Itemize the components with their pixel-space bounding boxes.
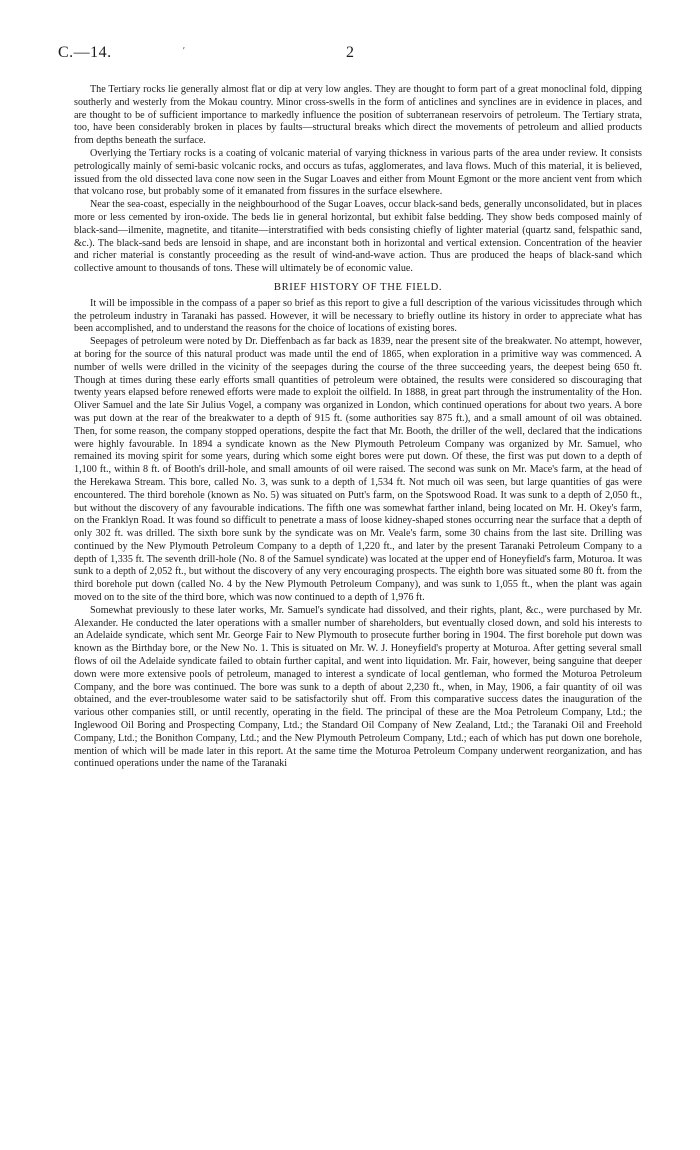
page-header bbox=[58, 44, 642, 70]
margin-tick-mark: ʼ bbox=[182, 47, 185, 57]
body-text bbox=[74, 84, 642, 771]
paragraph-tertiary-rocks: The Tertiary rocks lie generally almost flat or dip at very low angles. They are thought to form part of a great monoclinal fold, dipping southerly and westerly from the Mokau country. Minor cross-swells in the form of anticlines and synclines are in evidence in places, and are thought to be of sufficient importance to markedly influence the position of subterranean reservoirs of petroleum. The Tertiary strata, too, have been considerably broken in places by faults—structural breaks which direct the movements of petroleum and allied products from depths beneath the surface. bbox=[74, 84, 642, 147]
paragraph-later-works: Somewhat previously to these later works, Mr. Samuel's syndicate had dissolved, and their rights, plant, &c., were purchased by Mr. Alexander. He conducted the later operations with a smaller number of shareholders, but eventually closed down, and sold his interests to an Adelaide syndicate, which sent Mr. George Fair to New Plymouth to prosecute further boring in 1904. The first borehole put down was known as the Birthday bore, or the New No. 1. This is situated on Mr. W. J. Honeyfield's property at Moturoa. After getting several small flows of oil the Adelaide syndicate failed to obtain further capital, and went into liquidation. Mr. Fair, however, being sanguine that deeper down were more extensive pools of petroleum, managed to interest a syndicate of local gentleman, who formed the Moturoa Petroleum Company, and the bore was continued. The bore was sunk to a depth of about 2,230 ft., when, in May, 1906, a fair quantity of oil was obtained, and the ever-troublesome water said to be satisfactorily shut off. From this comparative success dates the inauguration of the various other companies still, or until recently, operating in the field. The principal of these are the Moa Petroleum Company, Ltd.; the Inglewood Oil Boring and Prospecting Company, Ltd.; the Standard Oil Company of New Zealand, Ltd.; the Taranaki Oil and Freehold Company, Ltd.; the Bonithon Company, Ltd.; and the New Plymouth Petroleum Company, Ltd.; each of which has put down one borehole, mention of which will be made later in this report. At the same time the Moturoa Petroleum Company underwent reorganization, and has continued operations under the name of the Taranaki bbox=[74, 604, 642, 770]
paragraph-early-seepages: Seepages of petroleum were noted by Dr. Dieffenbach as far back as 1839, near the present site of the breakwater. No attempt, however, at boring for the source of this natural product was made until the end of 1865, when exploration in a primitive way was commenced. A number of wells were drilled in the vicinity of the seepages during the course of the three succeeding years, the deepest being 650 ft. Though at times during these early efforts small quantities of petroleum were obtained, the results were considered so discouraging that twenty years elapsed before renewed efforts were made to exploit the oilfield. In 1888, in great part through the instrumentality of the Hon. Oliver Samuel and the late Sir Julius Vogel, a company was organized in London, which continued operations for about two years. A bore was put down at the rear of the breakwater to a depth of 915 ft. (some authorities say 875 ft.), and a small amount of oil was obtained. Then, for some reason, the company stopped operations, despite the fact that Mr. Booth, the driller of the well, declared that the indications were highly favourable. In 1894 a syndicate known as the New Plymouth Petroleum Company was organized by Mr. Samuel, who remained its moving spirit for some years, during which some eight bores were put down. Of these, the first was put down to a depth of 1,100 ft., within 8 ft. of Booth's drill-hole, and small amounts of oil were raised. The second was sunk on Mr. Mace's farm, at the head of the Herekawa Stream. This bore, called No. 3, was sunk to a depth of 1,534 ft. Not much oil was seen, but large quantities of gas were encountered. The third borehole (known as No. 5) was situated on Putt's farm, on the Spotswood Road. It was sunk to a depth of 2,050 ft., but without the discovery of any favourable indications. The fifth one was somewhat farther inland, being located on Mr. H. Okey's farm, on the Franklyn Road. It was found so difficult to penetrate a mass of loose kidney-shaped stones occurring near the surface that a depth of only 302 ft. was drilled. The sixth bore sunk by the syndicate was on Mr. Veale's farm, some 30 chains from the last site. Drilling was continued by the New Plymouth Petroleum Company to a depth of 1,220 ft., and later by the present Taranaki Petroleum Company to a depth of 1,335 ft. The seventh drill-hole (No. 8 of the Samuel syndicate) was located at the upper end of Honeyfield's farm, Moturoa. It was sunk to a depth of 2,052 ft., but without the discovery of any very encouraging prospects. The eighth bore was situated some 80 ft. from the third borehole put down (called No. 4 by the New Plymouth Petroleum Company), and was sunk to 1,055 ft., when the plant was again moved on to the site of the third bore, which was now continued to a depth of 1,976 ft. bbox=[74, 336, 642, 604]
report-code: C.—14. bbox=[58, 44, 112, 61]
section-heading-history: BRIEF HISTORY OF THE FIELD. bbox=[273, 281, 443, 293]
page-number: 2 bbox=[346, 44, 354, 61]
paragraph-black-sand: Near the sea-coast, especially in the neighbourhood of the Sugar Loaves, occur black-sand beds, generally unconsolidated, but in places more or less cemented by iron-oxide. The beds lie in general horizontal, but exhibit false bedding. They show beds composed mainly of black-sand—ilmenite, magnetite, and titanite—interstratified with beds consisting chiefly of lighter material (quartz sand, felspathic sand, &c.). The black-sand beds are lensoid in shape, and are inconstant both in horizontal and vertical extension. Concentration of the heavier and richer material is constantly proceeding as the result of wind-and-wave action. Thus are produced the heaps of black-sand which collective amount to thousands of tons. These will ultimately be of economic value. bbox=[74, 199, 642, 275]
paragraph-volcanic-coating: Overlying the Tertiary rocks is a coating of volcanic material of varying thickness in various parts of the area under review. It consists petrologically mainly of semi-basic volcanic rocks, and occurs as tufas, agglomerates, and lava flows. Much of this material, it is believed, issued from the old dissected lava cone now seen in the Sugar Loaves and either from Mount Egmont or the more ancient vent from which that volcano rose, but probably some of it emanated from fissures in the surface elsewhere. bbox=[74, 147, 642, 198]
paragraph-history-intro: It will be impossible in the compass of a paper so brief as this report to give a full description of the various vicissitudes through which the petroleum industry in Taranaki has passed. However, it will be necessary to briefly outline its history in order to appreciate what has been accomplished, and to understand the reasons for the choice of locations of existing bores. bbox=[74, 297, 642, 335]
